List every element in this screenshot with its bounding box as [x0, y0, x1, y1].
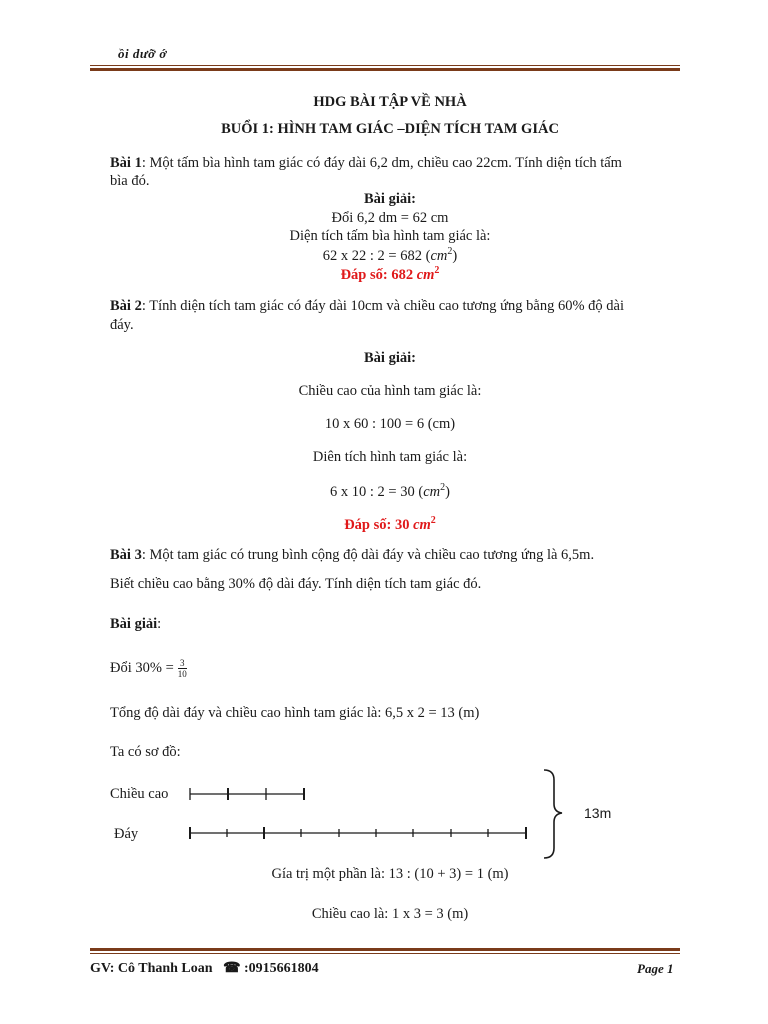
- footer-rule-thin: [90, 953, 680, 954]
- bai2-step4-exp: 2: [440, 482, 446, 493]
- bai2-step4-close: ): [445, 483, 450, 500]
- bai3-solution-label: Bài giải: [110, 616, 158, 632]
- bai3-label: Bài 3: [110, 547, 142, 563]
- footer-phone: :0915661804: [244, 961, 319, 976]
- bai3-sum-line: Tổng độ dài đáy và chiều cao hình tam giác là: 6,5 x 2 = 13 (m): [110, 705, 480, 721]
- footer-teacher: [90, 960, 319, 977]
- total-brace: [544, 770, 562, 858]
- bai3-convert: [110, 658, 187, 679]
- bai1-step3-close: ): [452, 247, 458, 264]
- bai2-step3: Diên tích hình tam giác là:: [312, 449, 468, 465]
- bai3-one-part: Gía trị một phần là: 13 : (10 + 3) = 1 (m): [271, 866, 509, 882]
- bai2-text-line1: : Tính diện tích tam giác có đáy dài 10cm và chiều cao tương ứng bằng 60% độ dài: [141, 298, 624, 314]
- bai2-answer-unit: cm: [413, 516, 431, 533]
- bai2-answer: [90, 515, 690, 534]
- footer-teacher-name: GV: Cô Thanh Loan: [90, 961, 213, 976]
- bai2-step1: Chiều cao của hình tam giác là:: [298, 383, 482, 399]
- bai2-answer-text: Đáp số: 30: [344, 516, 414, 533]
- bai2-solution-label: Bài giải:: [364, 350, 416, 366]
- diagram-total-label: 13m: [584, 805, 612, 821]
- bai1-solution-label: Bài giải:: [364, 191, 416, 207]
- header-text: ồi dưỡ ớ: [118, 46, 167, 61]
- phone-icon: ☎: [223, 961, 241, 976]
- bai1-question-line2: bìa đó.: [110, 173, 150, 189]
- bai1-step3-exp: 2: [447, 246, 453, 257]
- bai3-question-line2: Biết chiều cao bằng 30% độ dài đáy. Tính diện tích tam giác đó.: [110, 576, 482, 592]
- bai1-step2: Diện tích tấm bìa hình tam giác là:: [289, 228, 491, 244]
- bai3-convert-text: Đổi 30% =: [110, 659, 174, 676]
- fraction-denominator: 10: [177, 669, 187, 679]
- bai1-answer-unit: cm: [416, 266, 435, 283]
- footer-rule-thick: [90, 948, 680, 951]
- document-title: HDG BÀI TẬP VỀ NHÀ: [313, 94, 467, 110]
- bai3-diagram-intro: Ta có sơ đồ:: [110, 744, 181, 760]
- diagram-base-label: Đáy: [114, 826, 139, 842]
- bai1-question-line1: [110, 155, 622, 172]
- lesson-title: BUỔI 1: HÌNH TAM GIÁC –DIỆN TÍCH TAM GIÁC: [221, 121, 559, 137]
- bai3-solution-colon: :: [157, 616, 162, 632]
- bai2-step4-unit: cm: [423, 483, 441, 500]
- bai2-label: Bài 2: [110, 298, 142, 314]
- bai3-text-line1: : Một tam giác có trung bình cộng độ dài đáy và chiều cao tương ứng là 6,5m.: [141, 547, 595, 563]
- bai2-question-line2: đáy.: [110, 317, 134, 333]
- bai3-solution: [110, 616, 161, 633]
- bai2-step2: 10 x 60 : 100 = 6 (cm): [324, 416, 456, 432]
- bai1-answer: [90, 265, 690, 284]
- bai3-question-line1: [110, 547, 594, 564]
- header-rule-thick: [90, 68, 680, 71]
- bai2-step4-expr: 6 x 10 : 2 = 30 (: [330, 483, 424, 500]
- bai1-step3-expr: 62 x 22 : 2 = 682 (: [322, 247, 431, 264]
- bai1-step1: Đổi 6,2 dm = 62 cm: [331, 210, 449, 226]
- bai2-answer-exp: 2: [430, 515, 436, 526]
- header-rule-thin: [90, 65, 680, 66]
- fraction-3-10: [178, 658, 187, 679]
- bai1-answer-text: Đáp số: 682: [340, 266, 417, 283]
- bai1-step3-unit: cm: [430, 247, 448, 264]
- bai2-step4: [90, 482, 690, 501]
- diagram-height-label: Chiều cao: [110, 786, 169, 802]
- bai2-question-line1: [110, 298, 624, 315]
- bai1-label: Bài 1: [110, 155, 142, 171]
- bai3-height-result: Chiều cao là: 1 x 3 = 3 (m): [311, 906, 469, 922]
- bai1-text-line1: : Một tấm bìa hình tam giác có đáy dài 6,2 dm, chiều cao 22cm. Tính diện tích tấm: [141, 155, 622, 171]
- bai1-answer-exp: 2: [434, 265, 440, 276]
- page-number: Page 1: [637, 961, 674, 976]
- fraction-numerator: 3: [178, 658, 187, 669]
- segment-diagram: [180, 762, 580, 862]
- bai1-step3: [90, 246, 690, 265]
